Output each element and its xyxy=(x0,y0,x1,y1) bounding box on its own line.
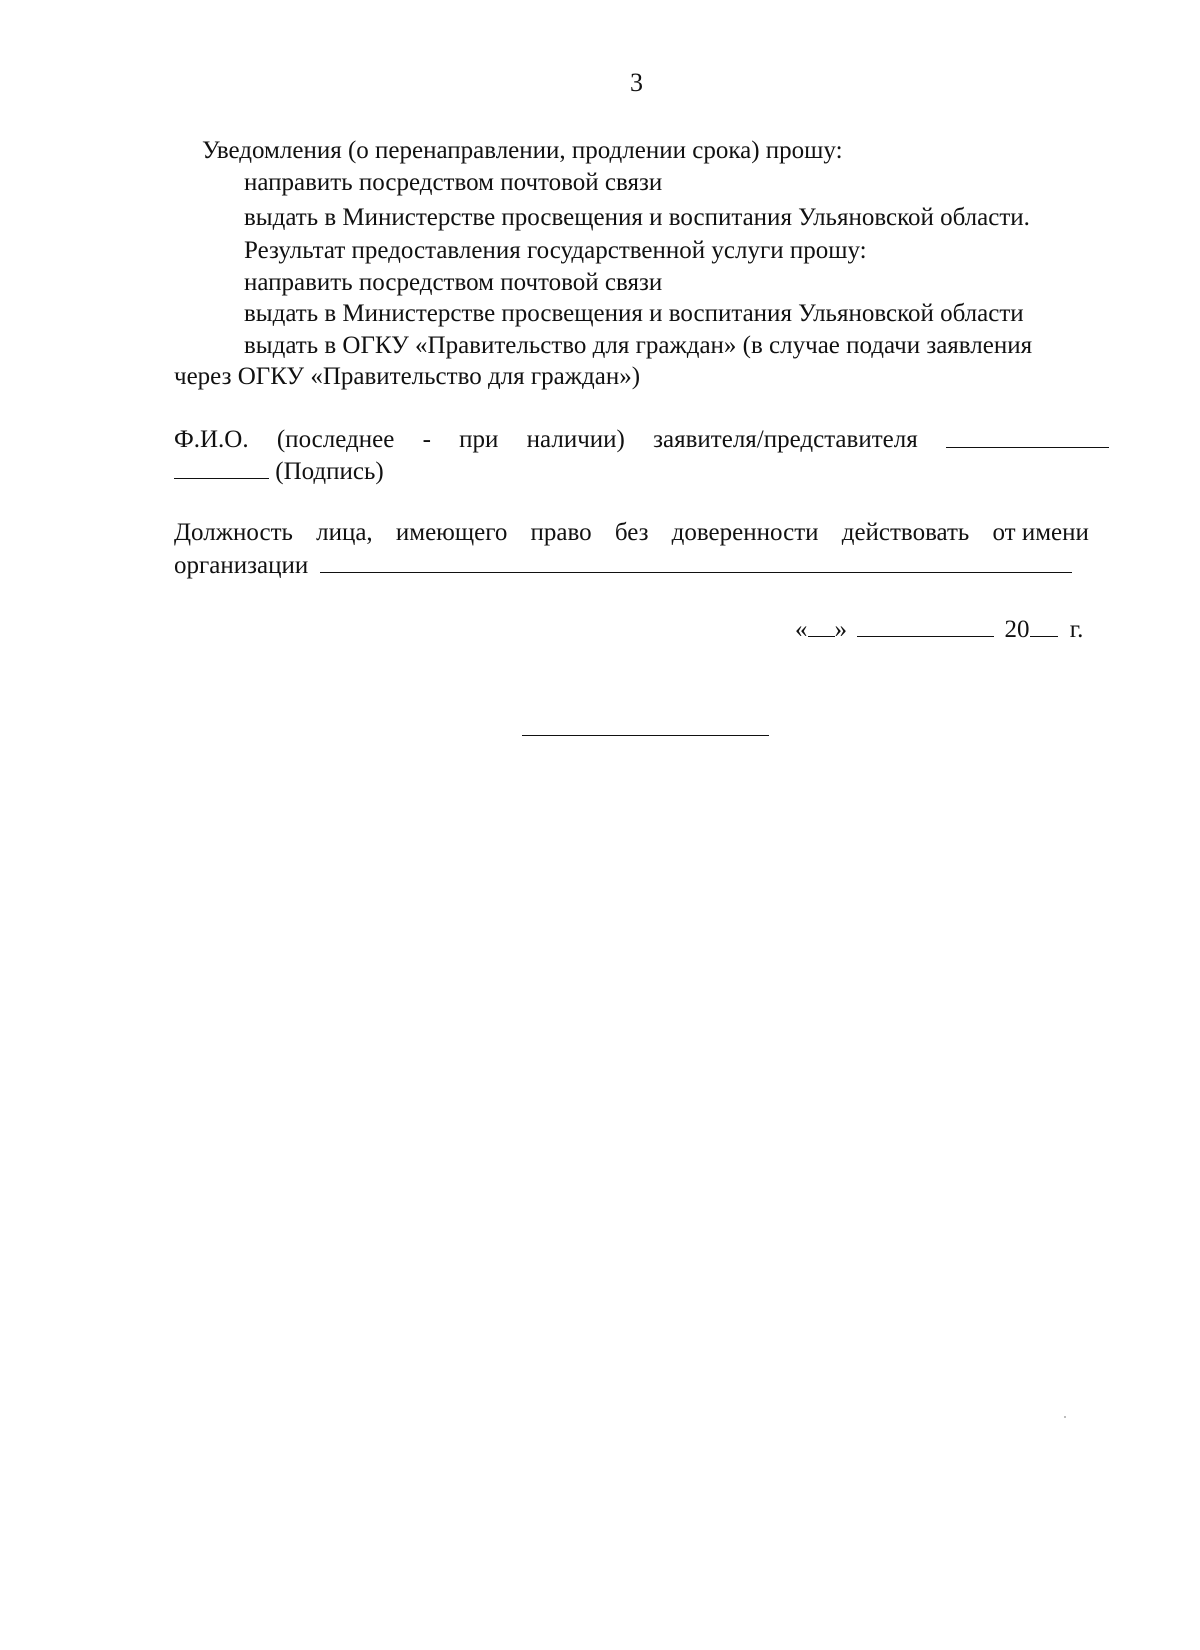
date-year-prefix: 20 xyxy=(1004,616,1030,643)
fio-word: Ф.И.О. xyxy=(174,426,249,453)
position-word: право xyxy=(530,519,592,546)
position-word: Должность xyxy=(174,519,293,546)
fio-word: при xyxy=(459,426,499,453)
signature-label: (Подпись) xyxy=(275,458,384,485)
result-option-ogku-line2: через ОГКУ «Правительство для граждан») xyxy=(174,363,641,390)
closing-separator-line xyxy=(522,735,769,736)
fio-blank[interactable] xyxy=(946,425,1109,448)
date-day-blank[interactable] xyxy=(808,614,835,637)
fio-word: наличии) xyxy=(526,426,625,453)
date-line xyxy=(795,614,1083,645)
position-word: доверенности xyxy=(671,519,819,546)
page-number: 3 xyxy=(630,68,643,97)
position-word: от имени xyxy=(992,519,1089,546)
position-word: действовать xyxy=(841,519,970,546)
result-heading: Результат предоставления государственной услуги прошу: xyxy=(244,237,867,264)
result-option-ogku-line1: выдать в ОГКУ «Правительство для граждан» (в случае подачи заявления xyxy=(244,332,1033,359)
fio-line xyxy=(174,425,1109,455)
date-month-blank[interactable] xyxy=(857,614,994,637)
result-option-mail: направить посредством почтовой связи xyxy=(244,269,663,296)
organization-label: организации xyxy=(174,552,309,579)
position-line1 xyxy=(174,518,1089,548)
date-year-suffix: г. xyxy=(1069,616,1084,643)
organization-blank[interactable] xyxy=(320,550,1072,573)
notifications-heading: Уведомления (о перенаправлении, продлении срока) прошу: xyxy=(202,137,843,164)
scan-speck xyxy=(1064,1416,1066,1418)
position-word: лица, xyxy=(316,519,373,546)
position-word: без xyxy=(614,519,649,546)
result-option-ministry: выдать в Министерстве просвещения и воспитания Ульяновской области xyxy=(244,300,1024,327)
signature-blank[interactable] xyxy=(174,456,269,479)
position-word: имеющего xyxy=(395,519,508,546)
notifications-option-mail: направить посредством почтовой связи xyxy=(244,169,663,196)
notifications-option-ministry: выдать в Министерстве просвещения и воспитания Ульяновской области. xyxy=(244,204,1030,231)
fio-word: заявителя/представителя xyxy=(653,426,918,453)
date-quote-close: » xyxy=(834,616,847,643)
date-year-blank[interactable] xyxy=(1030,614,1058,637)
position-line2 xyxy=(174,550,1072,581)
fio-word: - xyxy=(422,426,431,453)
date-quote-open: « xyxy=(795,616,808,643)
signature-line xyxy=(174,456,384,487)
fio-word: (последнее xyxy=(276,426,395,453)
